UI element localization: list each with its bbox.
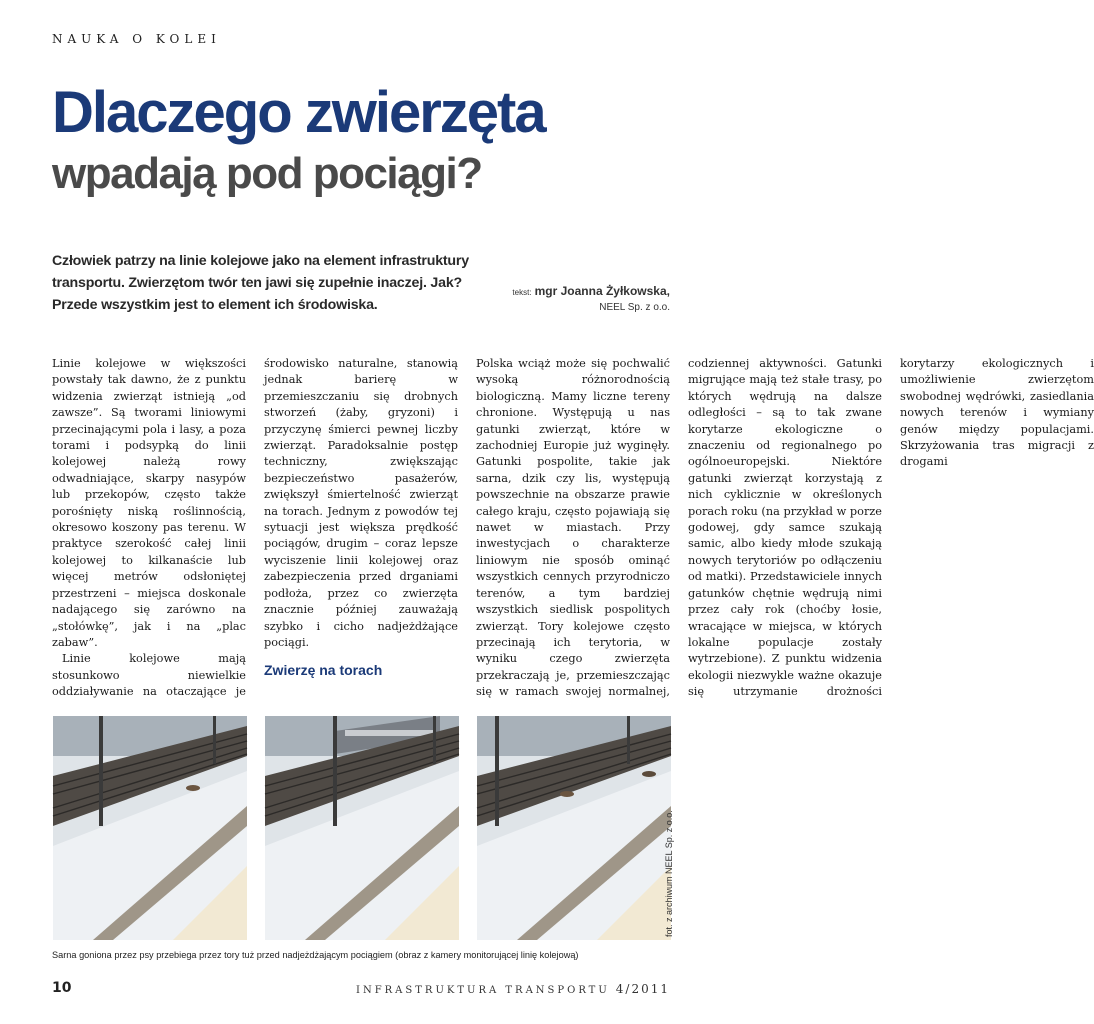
journal-name: INFRASTRUKTURA TRANSPORTU xyxy=(356,985,610,996)
photo-credit: fot. z archiwum NEEL Sp. z o.o. xyxy=(664,810,674,937)
photo-frame-1-icon xyxy=(53,716,247,940)
body-paragraph-1: Linie kolejowe w większości powstały tak dawno, że z punktu widzenia zwierząt istnieją „od zawsze”. Są tworami liniowymi przecinającymi pola i lasy, a poza torami i podsypką do linii kolejowej należą rowy odwadniające, skarpy nasypów lub przekopów, często także porośnięty niską roślinnością, okresowo koszony pas terenu. W praktyce szerokość całej linii kolejowej to kilkanaście lub więcej metrów odsłoniętej przestrzeni – miejsca doskonale nadającego się zarówno na „stołówkę”, jak i na „plac zabaw”. xyxy=(52,357,246,649)
section-label: NAUKA O KOLEI xyxy=(52,32,221,46)
photo-frame-1 xyxy=(53,716,247,940)
lead-paragraph: Człowiek patrzy na linie kolejowe jako na element infrastruktury transportu. Zwierzętom twór ten jawi się zupełnie inaczej. Jak? Przede wszystkim jest to element ich środowiska. xyxy=(52,253,469,313)
photo-caption: Sarna goniona przez psy przebiega przez tory tuż przed nadjeżdżającym pociągiem (obraz z kamery monitorującej linię kolejową) xyxy=(52,950,579,960)
photo-frame-3-icon xyxy=(477,716,671,940)
body-paragraph-2: Linie kolejowe mają stosunkowo niewielkie oddziaływanie na otaczające je środowisko naturalne, stanowią jednak barierę w przemieszczaniu się drobnych stworzeń (żaby, gryzoni) i przyczynę śmierci pewnej liczby zwierząt. Paradoksalnie postęp techniczny, zwiększając bezpieczeństwo pasażerów, zwiększył śmiertelność zwierząt na torach. Jednym z powodów tej sytuacji jest większa prędkość pociągów, drugim – coraz lepsze wyciszenie linii kolejowej oraz zabezpieczenia przed drganiami podłoża, przez co zwierzęta znacznie później zauważają szybko i cicho nadjeżdżające pociągi. xyxy=(52,357,458,699)
photo-frame-2-icon xyxy=(265,716,459,940)
body-paragraph-3: Polska wciąż może się pochwalić wysoką różnorodnością biologiczną. Mamy liczne tereny chronione. Występują u nas gatunki zwierząt, które w zachodniej Europie już wyginęły. Gatunki pospolite, takie jak sarna, dzik czy lis, występują powszechnie na obszarze prawie całego kraju, często pojawiają się nawet w miastach. Przy inwestycjach o charakterze liniowym nie sposób ominąć wszystkich cennych przyrodniczo terenów, a tym bardziej wszystkich siedlisk pospolitych zwierząt. Tory kolejowe często przecinają ich terytoria, w wyniku czego zwierzęta przekraczają je, przemieszczając się w ramach swojej normalnej, codziennej aktywności. Gatunki migrujące mają też stałe trasy, po których wędrują na dalsze odległości – są to tak zwane korytarze ekologiczne o znaczeniu od regionalnego po ogólnoeuropejski. Niektóre gatunki zwierząt korzystają z nich cyklicznie w określonych porach roku (na przykład w porze godowej, gdy samce szukają samic, albo kiedy młode szukają nowych terytoriów po odłączeniu od matki). Przedstawiciele innych gatunków chętnie wędrują nimi przez cały rok (choćby łosie, wracające w miejsca, w których lokalne populacje zostały wytrzebione). Z punktu widzenia ekologii niezwykle ważne okazuje się utrzymanie drożności korytarzy ekologicznych i umożliwienie zwierzętom swobodnej wędrówki, zasiedlania nowych terenów i wymiany genów między populacjami. Skrzyżowania tras migracji z drogami xyxy=(476,357,1094,699)
byline-company: NEEL Sp. z o.o. xyxy=(599,302,670,313)
byline-label: tekst: xyxy=(512,288,532,297)
photo-frame-3 xyxy=(477,716,671,940)
journal-issue: 4/2011 xyxy=(615,982,670,996)
photo-frame-2 xyxy=(265,716,459,940)
article-body xyxy=(52,356,1094,704)
article-subtitle: wpadają pod pociągi? xyxy=(52,149,482,198)
subheading: Zwierzę na torach xyxy=(264,662,383,679)
journal-footer xyxy=(356,982,670,996)
byline-author: mgr Joanna Żyłkowska xyxy=(534,284,667,298)
page-number: 10 xyxy=(52,980,72,996)
byline: tekst: mgr Joanna Żyłkowska, NEEL Sp. z o.o. xyxy=(512,284,670,313)
article-title: Dlaczego zwierzęta xyxy=(52,80,545,145)
